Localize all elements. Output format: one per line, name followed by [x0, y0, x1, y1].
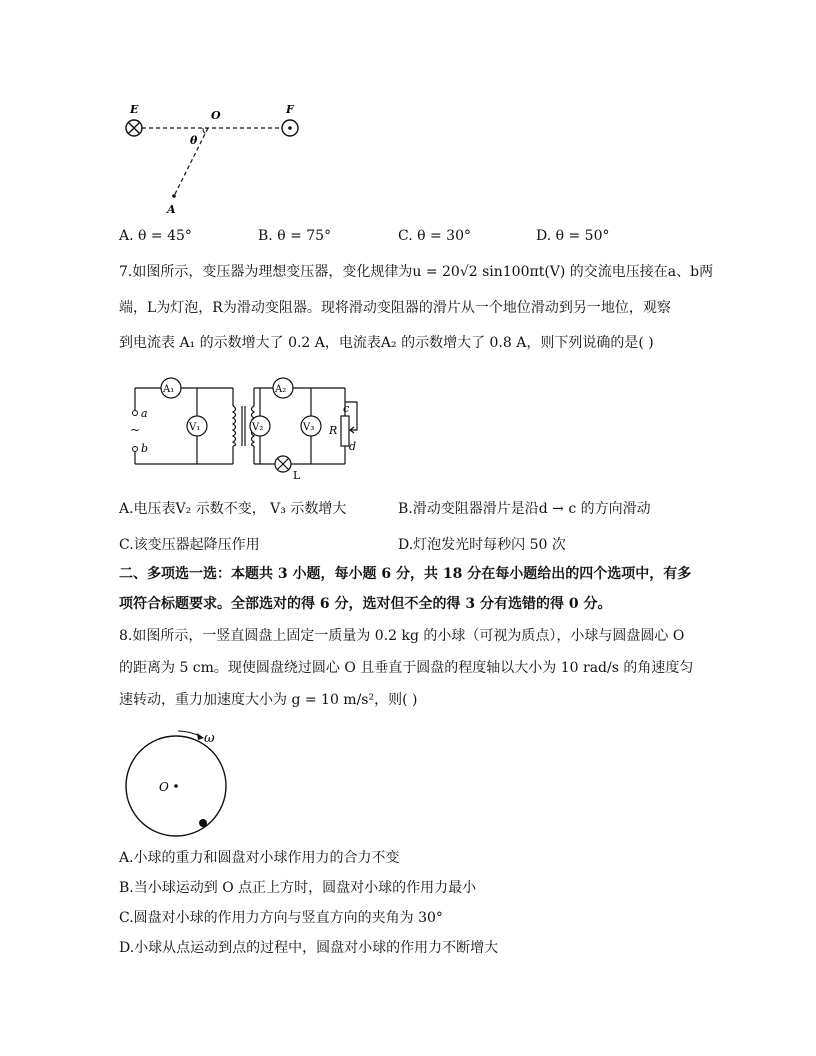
q6-option-d: D. θ = 50°: [536, 228, 610, 244]
svg-text:V₂: V₂: [252, 422, 264, 433]
label-o: O: [211, 109, 221, 122]
q7-option-a: A.电压表V₂ 示数不变， V₃ 示数增大: [119, 501, 347, 517]
omega-label: ω: [204, 731, 215, 746]
label-theta: θ: [190, 134, 198, 147]
center-point-dot: [174, 784, 178, 788]
svg-text:A₂: A₂: [275, 384, 287, 395]
q7-line-1: 7.如图所示，变压器为理想变压器，变化规律为u = 20√2 sin100πt(V) 的交流电压接在a、b两: [119, 264, 714, 280]
q8-line-3: 速转动，重力加速度大小为 g = 10 m/s²，则( ): [119, 692, 418, 708]
point-a-dot: [172, 194, 176, 198]
q6-option-b: B. θ = 75°: [258, 228, 332, 244]
rotating-disc-diagram: [118, 724, 238, 844]
label-e: E: [130, 103, 139, 116]
svg-text:V₃: V₃: [303, 422, 315, 433]
center-o-label: O: [159, 780, 169, 794]
terminal-a-label: a: [141, 407, 148, 420]
voltmeter-v1-icon: [187, 416, 207, 436]
q7-option-b: B.滑动变阻器滑片是沿d → c 的方向滑动: [398, 501, 651, 517]
q7-option-c: C.该变压器起降压作用: [119, 537, 260, 553]
lamp-l-label: L: [293, 469, 301, 482]
q7-line-3: 到电流表 A₁ 的示数增大了 0.2 A，电流表A₂ 的示数增大了 0.8 A，则下列说确的是( ): [119, 335, 654, 351]
transformer-circuit-diagram: [125, 372, 365, 482]
ammeter-a2-icon: [273, 378, 293, 398]
voltmeter-v2-icon: [250, 416, 270, 436]
voltmeter-v3-icon: [301, 416, 321, 436]
rotation-arrow-icon: [178, 731, 200, 736]
lamp-icon: [275, 456, 291, 472]
label-f: F: [286, 103, 294, 116]
q8-line-1: 8.如图所示，一竖直圆盘上固定一质量为 0.2 kg 的小球（可视为质点），小球与圆盘圆心 O: [119, 628, 685, 644]
q7-option-d: D.灯泡发光时每秒闪 50 次: [398, 537, 566, 553]
q8-option-c: C.圆盘对小球的作用力方向与竖直方向的夹角为 30°: [119, 910, 443, 926]
q8-option-d: D.小球从点运动到点的过程中，圆盘对小球的作用力不断增大: [119, 940, 499, 956]
svg-text:A₁: A₁: [163, 384, 175, 395]
field-out-of-page-icon: [282, 120, 298, 136]
svg-text:V₁: V₁: [189, 422, 201, 433]
slider-c-label: c: [343, 402, 350, 415]
section-2-heading-line-2: 项符合标题要求。全部选对的得 6 分，选对但不全的得 3 分有选错的得 0 分。: [119, 596, 612, 612]
q6-option-a: A. θ = 45°: [119, 228, 192, 244]
fig6-diagram: [110, 100, 310, 220]
ammeter-a1-icon: [161, 378, 181, 398]
field-into-page-icon: [126, 120, 142, 136]
q6-option-c: C. θ = 30°: [398, 228, 471, 244]
ball-dot: [199, 819, 207, 827]
source-tilde: ~: [130, 423, 141, 437]
resistor-r-label: R: [329, 424, 338, 437]
q8-option-a: A.小球的重力和圆盘对小球作用力的合力不变: [119, 850, 400, 866]
q8-line-2: 的距离为 5 cm。现使圆盘绕过圆心 O 且垂直于圆盘的程度轴以大小为 10 rad/s 的角速度匀: [119, 660, 694, 676]
terminal-b-label: b: [141, 442, 149, 455]
angle-arc: [203, 128, 205, 133]
q8-option-b: B.当小球运动到 O 点正上方时，圆盘对小球的作用力最小: [119, 880, 477, 896]
slider-d-label: d: [349, 440, 357, 453]
section-2-heading-line-1: 二、多项选一选：本题共 3 小题，每小题 6 分，共 18 分在每小题给出的四个选项中，有多: [119, 566, 692, 582]
label-a: A: [167, 203, 176, 216]
q7-line-2: 端，L为灯泡，R为滑动变阻器。现将滑动变阻器的滑片从一个地位滑动到另一地位，观察: [119, 300, 671, 316]
